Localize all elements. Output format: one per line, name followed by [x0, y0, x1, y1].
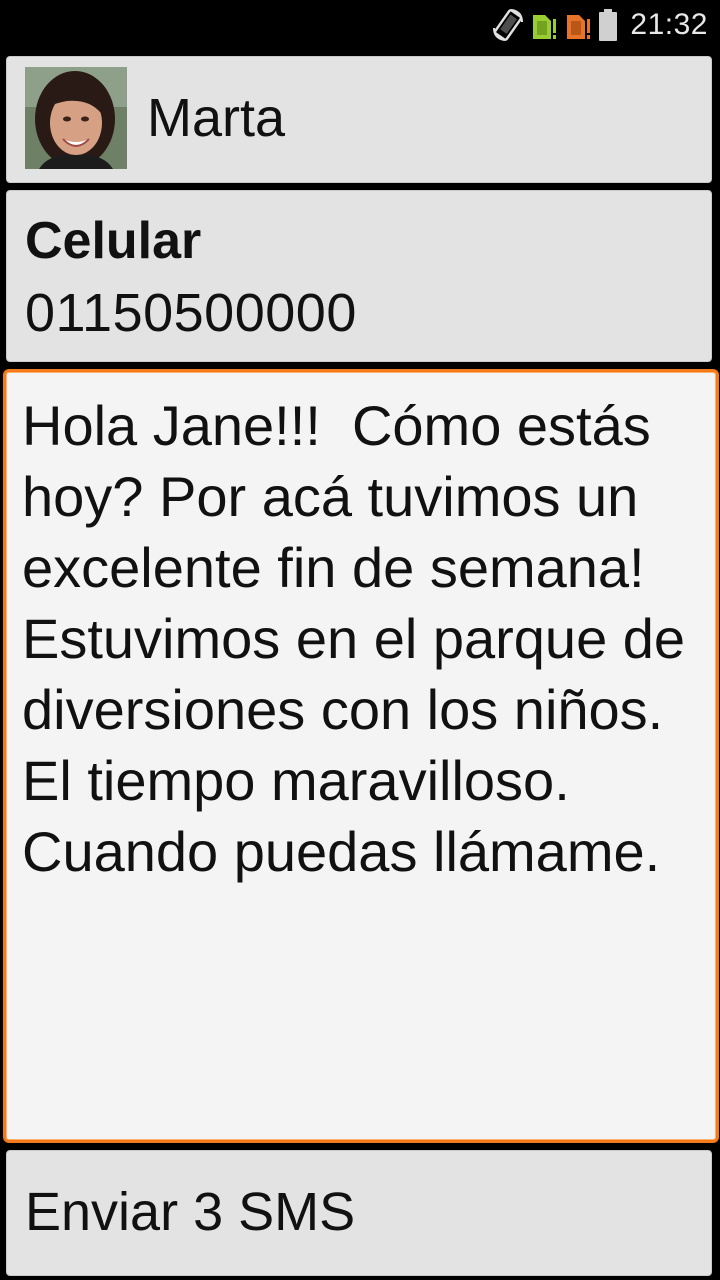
message-text: Hola Jane!!! Cómo estás hoy? Por acá tuvimos un excelente fin de semana! Estuvimos en el parque de diversiones con los niños. El tiempo maravilloso. Cuando puedas llámame.: [22, 394, 701, 883]
contact-avatar: [25, 67, 127, 169]
phone-number: 01150500000: [25, 283, 357, 343]
sim1-signal-icon: [530, 9, 558, 41]
send-button-label: Enviar 3 SMS: [25, 1182, 356, 1242]
status-bar: [0, 0, 720, 50]
battery-icon: [598, 8, 618, 42]
send-sms-button[interactable]: [6, 1150, 712, 1276]
phone-type-label: Celular: [25, 212, 202, 270]
status-icons: [492, 0, 708, 50]
contact-card[interactable]: [6, 56, 712, 183]
phone-card[interactable]: [6, 190, 712, 362]
rotate-icon: [492, 8, 524, 42]
status-clock: 21:32: [630, 8, 708, 41]
message-input[interactable]: [3, 369, 719, 1143]
sim2-signal-icon: [564, 9, 592, 41]
contact-name: Marta: [147, 88, 286, 148]
